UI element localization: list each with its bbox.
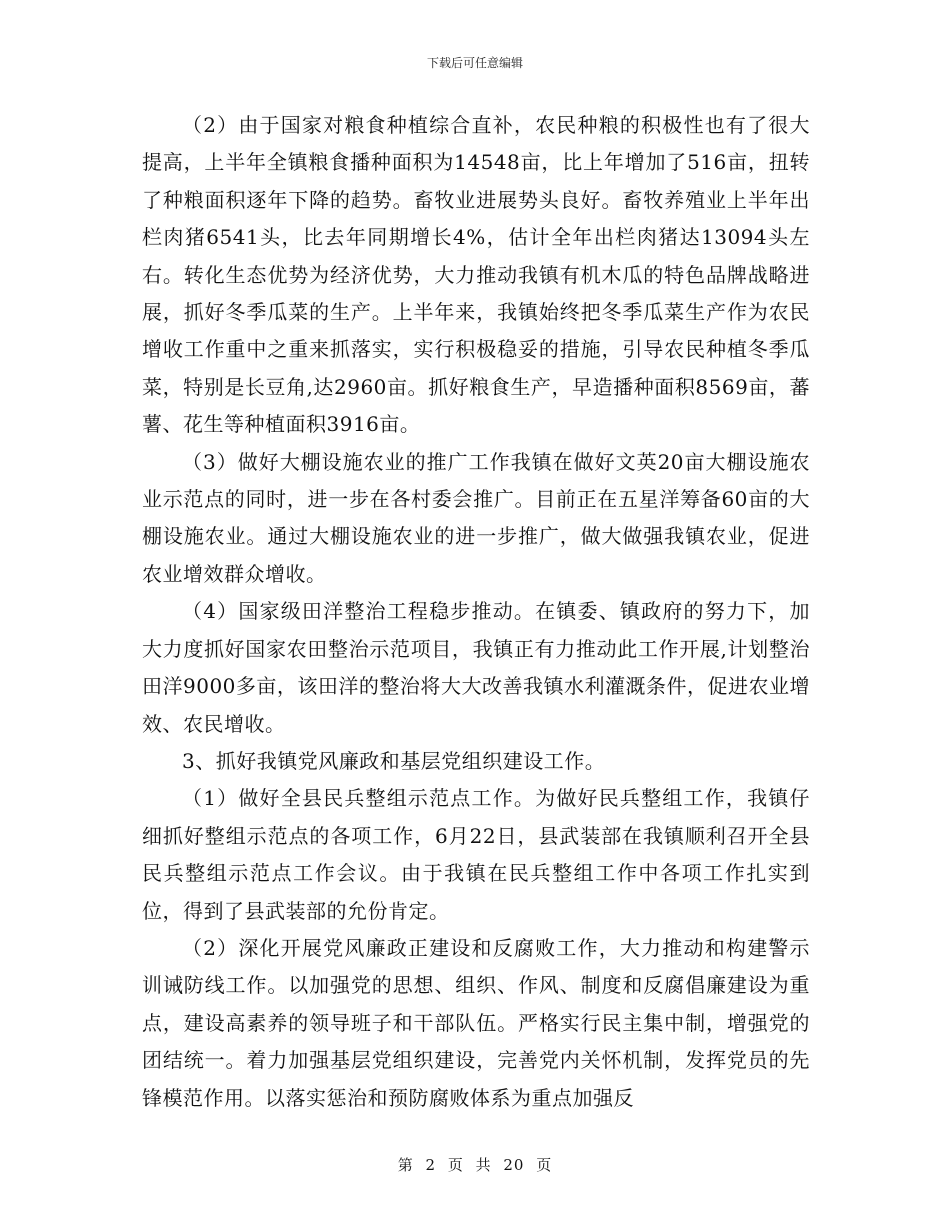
paragraph-militia: （1）做好全县民兵整组示范点工作。为做好民兵整组工作，我镇仔细抓好整组示范点的各项工作，6月22日，县武装部在我镇顺利召开全县民兵整组示范点工作会议。由于我镇在民兵整组工作中各项工作扎实到位，得到了县武装部的允份肯定。 [142, 786, 810, 923]
page-header: 下载后可任意编辑 [426, 56, 523, 70]
document-body [142, 107, 810, 1117]
paragraph-farmland-project: （4）国家级田洋整治工程稳步推动。在镇委、镇政府的努力下，加大力度抓好国家农田整治示范项目，我镇正有力推动此工作开展,计划整治田洋9000多亩，该田洋的整治将大大改善我镇水利灌溉条件，促进农业增效、农民增收。 [142, 599, 810, 736]
paragraph-anti-corruption: （2）深化开展党风廉政正建设和反腐败工作，大力推动和构建警示训诫防线工作。以加强党的思想、组织、作风、制度和反腐倡廉建设为重点，建设高素养的领导班子和干部队伍。严格实行民主集中制，增强党的团结统一。着力加强基层党组织建设，完善党内关怀机制，发挥党员的先锋模范作用。以落实惩治和预防腐败体系为重点加强反 [142, 935, 810, 1110]
paragraph-greenhouse: （3）做好大棚设施农业的推广工作我镇在做好文英20亩大棚设施农业示范点的同时，进一步在各村委会推广。目前正在五星洋筹备60亩的大棚设施农业。通过大棚设施农业的进一步推广，做大做强我镇农业，促进农业增效群众增收。 [142, 449, 810, 586]
paragraph-grain-livestock: （2）由于国家对粮食种植综合直补，农民种粮的积极性也有了很大提高，上半年全镇粮食播种面积为14548亩，比上年增加了516亩，扭转了种粮面积逐年下降的趋势。畜牧业进展势头良好。畜牧养殖业上半年出栏肉猪6541头，比去年同期增长4%，估计全年出栏肉猪达13094头左右。转化生态优势为经济优势，大力推动我镇有机木瓜的特色品牌战略进展，抓好冬季瓜菜的生产。上半年来，我镇始终把冬季瓜菜生产作为农民增收工作重中之重来抓落实，实行积极稳妥的措施，引导农民种植冬季瓜菜，特别是长豆角,达2960亩。抓好粮食生产，早造播种面积8569亩，蕃薯、花生等种植面积3916亩。 [142, 113, 810, 437]
section-heading-party-building: 3、抓好我镇党风廉政和基层党组织建设工作。 [182, 748, 606, 773]
page-number-footer: 第 2 页 共 20 页 [397, 1156, 553, 1174]
